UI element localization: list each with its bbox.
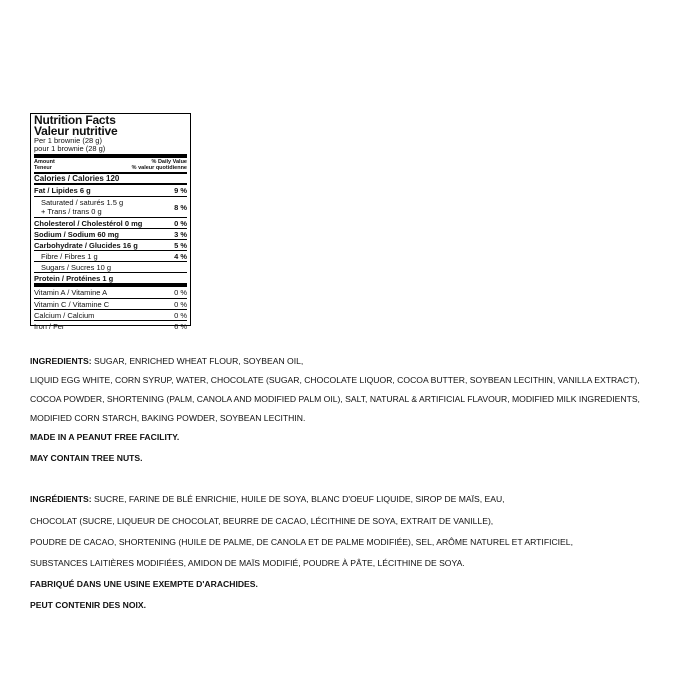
fat-label: Fat / Lipides 6 g xyxy=(34,186,91,195)
trans-label: + Trans / trans 0 g xyxy=(41,207,102,216)
peanut-free-statement-en xyxy=(30,432,680,443)
vitamin-a-dv: 0 % xyxy=(174,288,187,297)
cholesterol-row xyxy=(34,217,187,228)
carbohydrate-label: Carbohydrate / Glucides 16 g xyxy=(34,240,138,250)
protein-label: Protein / Protéines 1 g xyxy=(34,273,114,283)
ingredients-en-line-4: MODIFIED CORN STARCH, BAKING POWDER, SOYBEAN LECITHIN. xyxy=(30,413,306,423)
column-header xyxy=(34,159,187,172)
vitamin-a-row xyxy=(34,287,187,298)
peanut-free-text-en: MADE IN A PEANUT FREE FACILITY. xyxy=(30,432,180,442)
ingredients-en-line-2: LIQUID EGG WHITE, CORN SYRUP, WATER, CHOCOLATE (SUGAR, CHOCOLATE LIQUOR, COCOA BUTTER, SOYBEAN LECITHIN, VANILLA EXTRACT), xyxy=(30,375,640,385)
fibre-dv: 4 % xyxy=(174,251,187,261)
fibre-label: Fibre / Fibres 1 g xyxy=(41,251,98,261)
saturated-trans-row xyxy=(34,196,187,217)
calcium-label: Calcium / Calcium xyxy=(34,310,95,320)
fat-dv: 9 % xyxy=(174,186,187,195)
sugars-label: Sugars / Sucres 10 g xyxy=(41,262,112,272)
ingredients-fr-line-4: SUBSTANCES LAITIÈRES MODIFIÉES, AMIDON DE MAÏS MODIFIÉ, POUDRE À PÂTE, LÉCITHINE DE SOYA. xyxy=(30,558,465,568)
sodium-row xyxy=(34,228,187,239)
serving-size-fr: pour 1 brownie (28 g) xyxy=(34,144,106,153)
protein-row xyxy=(34,272,187,283)
ingredients-en-text-1: SUGAR, ENRICHED WHEAT FLOUR, SOYBEAN OIL, xyxy=(93,356,304,366)
peanut-free-statement-fr xyxy=(30,579,680,590)
vitamin-c-row xyxy=(34,298,187,309)
peanut-free-text-fr: FABRIQUÉ DANS UNE USINE EXEMPTE D'ARACHIDES. xyxy=(30,579,258,589)
tree-nuts-text-en: MAY CONTAIN TREE NUTS. xyxy=(30,453,143,463)
vitamin-a-label: Vitamin A / Vitamine A xyxy=(34,288,108,297)
amount-label: Amount xyxy=(34,159,55,165)
iron-dv: 6 % xyxy=(174,321,187,331)
nutrition-title-en: Nutrition Facts xyxy=(34,113,116,127)
serving-size-en: Per 1 brownie (28 g) xyxy=(34,136,102,145)
ingredients-en-line-1 xyxy=(30,356,680,367)
tree-nuts-statement-fr xyxy=(30,600,680,611)
sodium-label: Sodium / Sodium 60 mg xyxy=(34,229,120,239)
carbohydrate-dv: 5 % xyxy=(174,240,187,250)
saturated-trans-dv: 8 % xyxy=(174,202,187,212)
ingredients-en-line-3: COCOA POWDER, SHORTENING (PALM, CANOLA AND MODIFIED PALM OIL), SALT, NATURAL & ARTIFICIAL FLAVOUR, MODIFIED MILK INGREDIENTS, xyxy=(30,394,640,404)
calcium-dv: 0 % xyxy=(174,310,187,320)
vitamin-c-dv: 0 % xyxy=(174,299,187,309)
calories-row xyxy=(34,174,187,185)
cholesterol-label: Cholesterol / Cholestérol 0 mg xyxy=(34,218,143,228)
vitamin-c-label: Vitamin C / Vitamine C xyxy=(34,299,110,309)
iron-row xyxy=(34,320,187,331)
sugars-row xyxy=(34,261,187,272)
daily-value-label: % Daily Value xyxy=(151,159,187,165)
tree-nuts-text-fr: PEUT CONTENIR DES NOIX. xyxy=(30,600,147,610)
sodium-dv: 3 % xyxy=(174,229,187,239)
tree-nuts-statement-en xyxy=(30,453,680,464)
fibre-row xyxy=(34,250,187,261)
calcium-row xyxy=(34,309,187,320)
calories-label: Calories / Calories 120 xyxy=(34,174,120,183)
ingredients-fr-line-2: CHOCOLAT (SUCRE, LIQUEUR DE CHOCOLAT, BEURRE DE CACAO, LÉCITHINE DE SOYA, EXTRAIT DE VANILLE), xyxy=(30,516,494,526)
divider-thick xyxy=(34,154,187,158)
nutrition-facts-table xyxy=(30,113,191,331)
iron-label: Iron / Fer xyxy=(34,321,65,331)
daily-value-label-fr: % valeur quotidienne xyxy=(131,164,187,171)
cholesterol-dv: 0 % xyxy=(174,218,187,228)
ingredients-en-label: INGREDIENTS: xyxy=(30,356,92,366)
carbohydrate-row xyxy=(34,239,187,250)
saturated-label: Saturated / saturés 1.5 g xyxy=(41,198,124,207)
ingredients-fr-label: INGRÉDIENTS: xyxy=(30,494,92,504)
ingredients-fr-line-3: POUDRE DE CACAO, SHORTENING (HUILE DE PALME, DE CANOLA ET DE PALME MODIFIÉE), SEL, ARÔME NATUREL ET ARTIFICIEL, xyxy=(30,537,573,547)
nutrition-title-fr: Valeur nutritive xyxy=(34,124,118,138)
ingredients-fr-line-1 xyxy=(30,494,680,505)
amount-label-fr: Teneur xyxy=(34,164,52,171)
ingredients-fr-text-1: SUCRE, FARINE DE BLÉ ENRICHIE, HUILE DE SOYA, BLANC D'OEUF LIQUIDE, SIROP DE MAÏS, EAU, xyxy=(93,494,505,504)
fat-row xyxy=(34,185,187,196)
